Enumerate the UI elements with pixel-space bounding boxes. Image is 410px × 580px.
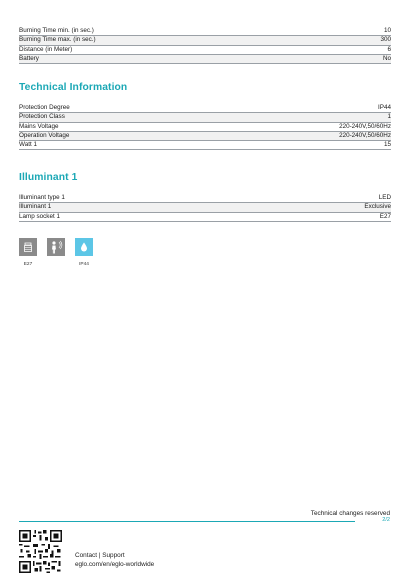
burning-time-table bbox=[19, 27, 391, 64]
qr-code[interactable] bbox=[19, 530, 62, 573]
row-label: Watt 1 bbox=[19, 141, 203, 150]
table-row bbox=[19, 141, 391, 150]
lamp-socket-icon bbox=[19, 238, 37, 256]
row-value: 10 bbox=[346, 27, 391, 36]
row-label: Burning Time min. (in sec.) bbox=[19, 27, 346, 36]
row-label: Burning Time max. (in sec.) bbox=[19, 36, 346, 45]
technical-information-heading: Technical Information bbox=[19, 82, 128, 93]
row-label: Mains Voltage bbox=[19, 122, 203, 131]
table-row bbox=[19, 27, 391, 36]
row-value: 300 bbox=[346, 36, 391, 45]
contact-support-link[interactable]: Contact | Support bbox=[75, 552, 125, 559]
row-label: Illuminant type 1 bbox=[19, 194, 254, 203]
row-value: E27 bbox=[254, 212, 391, 221]
row-label: Operation Voltage bbox=[19, 131, 203, 140]
table-row bbox=[19, 104, 391, 113]
table-row bbox=[19, 212, 391, 221]
row-label: Lamp socket 1 bbox=[19, 212, 254, 221]
row-value: 6 bbox=[346, 45, 391, 54]
contact-block bbox=[75, 552, 154, 569]
table-row bbox=[19, 113, 391, 122]
technical-information-table bbox=[19, 104, 391, 150]
row-value: 15 bbox=[203, 141, 391, 150]
table-row bbox=[19, 54, 391, 63]
row-value: 1 bbox=[203, 113, 391, 122]
row-value: 220-240V,50/60Hz bbox=[203, 122, 391, 131]
row-value: LED bbox=[254, 194, 391, 203]
motion-sensor-icon bbox=[47, 238, 65, 256]
row-value: Exclusive bbox=[254, 203, 391, 212]
table-row bbox=[19, 203, 391, 212]
datasheet-page bbox=[19, 0, 391, 580]
eglo-worldwide-link[interactable]: eglo.com/en/eglo-worldwide bbox=[75, 560, 155, 568]
table-row bbox=[19, 131, 391, 140]
row-value: 220-240V,50/60Hz bbox=[203, 131, 391, 140]
row-label: Distance (in Meter) bbox=[19, 45, 346, 54]
row-label: Illuminant 1 bbox=[19, 203, 254, 212]
row-label: Protection Degree bbox=[19, 104, 203, 113]
table-row bbox=[19, 122, 391, 131]
lamp-socket-label: E27 bbox=[23, 262, 33, 267]
table-row bbox=[19, 45, 391, 54]
illuminant-table bbox=[19, 194, 391, 222]
page-number: 2/2 bbox=[382, 517, 390, 523]
row-label: Protection Class bbox=[19, 113, 203, 122]
row-label: Battery bbox=[19, 54, 346, 63]
ip44-label: IP44 bbox=[79, 262, 89, 267]
row-value: No bbox=[346, 54, 391, 63]
illuminant-heading: Illuminant 1 bbox=[19, 172, 78, 183]
row-value: IP44 bbox=[203, 104, 391, 113]
footer-divider bbox=[19, 521, 355, 522]
table-row bbox=[19, 194, 391, 203]
table-row bbox=[19, 36, 391, 45]
technical-changes-note: Technical changes reserved bbox=[310, 510, 390, 517]
water-drop-icon bbox=[75, 238, 93, 256]
